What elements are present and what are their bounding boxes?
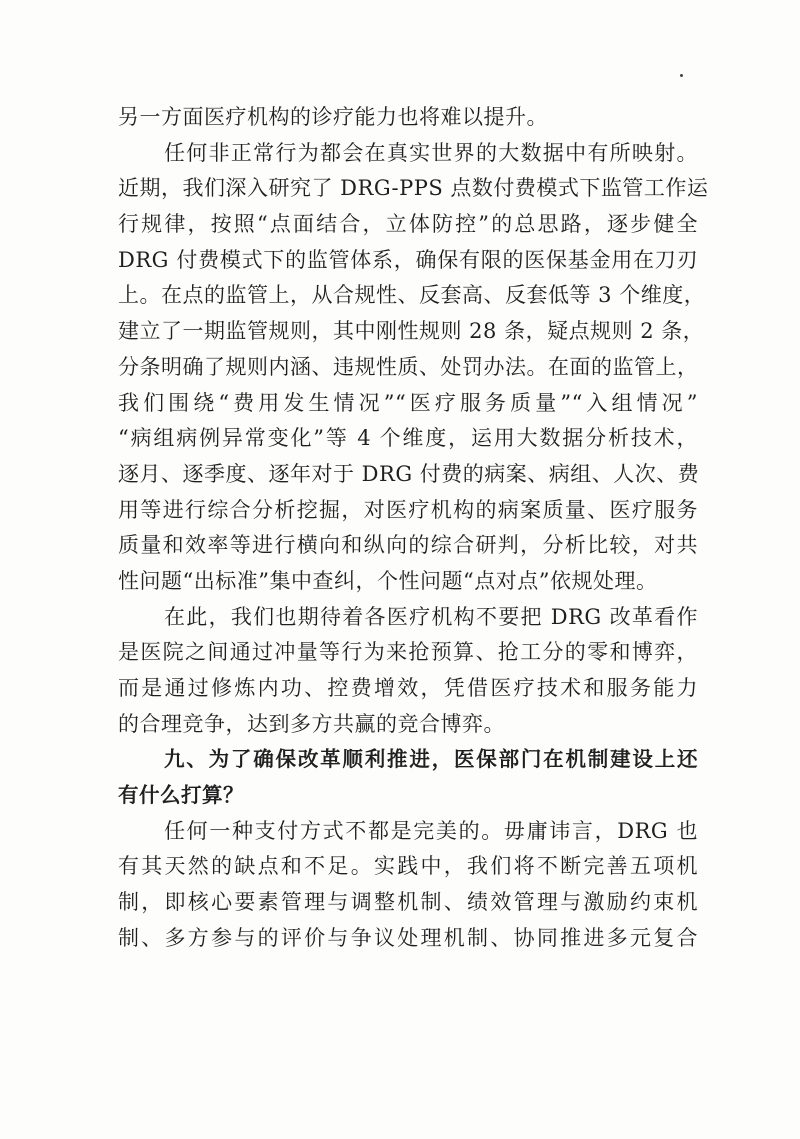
- paragraph-line: DRG 付费模式下的监管体系，确保有限的医保基金用在刀刃: [118, 247, 698, 272]
- document-body: [118, 100, 709, 957]
- paragraph-line: 建立了一期监管规则，其中刚性规则 28 条，疑点规则 2 条，: [118, 319, 705, 344]
- paragraph-line: 而是通过修炼内功、控费增效，凭借医疗技术和服务能力: [118, 676, 698, 700]
- paragraph-line: 分条明确了规则内涵、违规性质、处罚办法。在面的监管上，: [118, 354, 699, 379]
- paragraph-line: 用等进行综合分析挖掘，对医疗机构的病案质量、医疗服务: [118, 497, 698, 522]
- paragraph-line: 上。在点的监管上，从合规性、反套高、反套低等 3 个维度，: [118, 283, 706, 308]
- paragraph-line: 任何一种支付方式不都是完美的。毋庸讳言，DRG 也: [164, 818, 698, 843]
- paragraph-line: 逐月、逐季度、逐年对于 DRG 付费的病案、病组、人次、费: [118, 461, 700, 486]
- paragraph-line: 制，即核心要素管理与调整机制、绩效管理与激励约束机: [118, 890, 698, 915]
- paragraph-line: 制、多方参与的评价与争议处理机制、协同推进多元复合: [118, 925, 698, 950]
- paragraph-line: “病组病例异常变化”等 4 个维度，运用大数据分析技术，: [118, 426, 698, 451]
- paragraph-line: 近期，我们深入研究了 DRG-PPS 点数付费模式下监管工作运: [118, 176, 709, 201]
- section-heading-line: 有什么打算？: [118, 783, 244, 808]
- paragraph-line: 行规律，按照“点面结合，立体防控”的总思路，逐步健全: [118, 212, 698, 237]
- section-heading-line: 九、为了确保改革顺利推进，医保部门在机制建设上还: [164, 747, 698, 772]
- paragraph-line: 在此，我们也期待着各医疗机构不要把 DRG 改革看作: [164, 604, 698, 629]
- scan-speck: [680, 74, 683, 77]
- paragraph-line: 质量和效率等进行横向和纵向的综合研判，分析比较，对共: [118, 533, 698, 558]
- paragraph-line: 任何非正常行为都会在真实世界的大数据中有所映射。: [164, 140, 698, 165]
- paragraph-line: 性问题“出标准”集中查纠，个性问题“点对点”依规处理。: [118, 568, 658, 593]
- paragraph-line: 另一方面医疗机构的诊疗能力也将难以提升。: [118, 105, 548, 129]
- paragraph-line: 我们围绕“费用发生情况”“医疗服务质量”“入组情况”: [118, 390, 698, 415]
- paragraph-line: 的合理竞争，达到多方共赢的竞合博弈。: [118, 711, 505, 736]
- paragraph-line: 是医院之间通过冲量等行为来抢预算、抢工分的零和博弈，: [118, 640, 698, 665]
- paragraph-line: 有其天然的缺点和不足。实践中，我们将不断完善五项机: [118, 854, 698, 879]
